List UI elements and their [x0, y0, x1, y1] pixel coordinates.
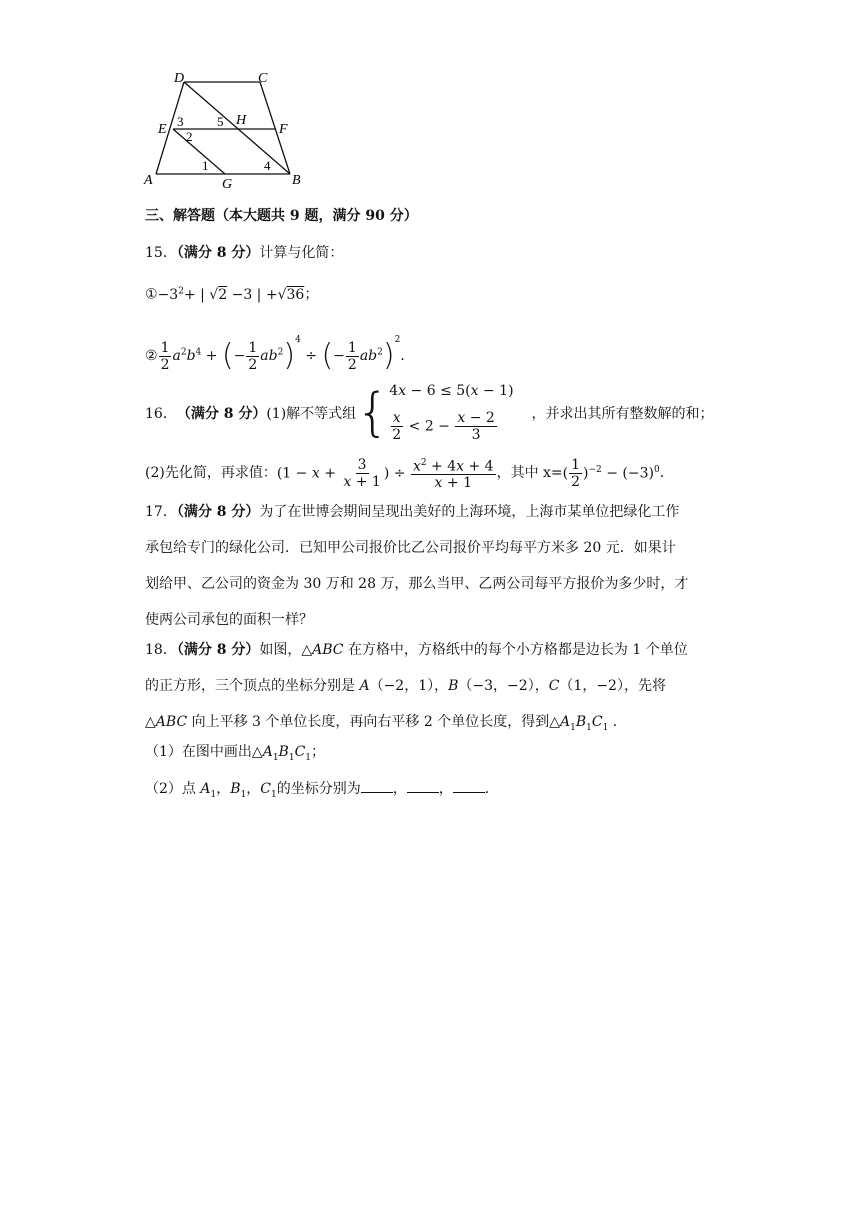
answer-blank-B1[interactable] [407, 778, 439, 793]
q16-part2-value: ( $\frac{1}{2}$ )$^{-2} - (-3)^0$ [562, 456, 660, 490]
trapezoid-figure [140, 66, 310, 194]
q18-number: 18． [145, 642, 177, 658]
q17-line3: 划给甲、乙公司的资金为 30 万和 28 万，那么当甲、乙两公司每平方报价为多少时，才 [145, 576, 689, 592]
q15-part1-mark: ① [145, 286, 158, 303]
q18-part2-text: （2）点 [145, 781, 196, 797]
q18-text2: 的正方形，三个顶点的坐标分别是 [145, 678, 355, 694]
q17-score: （满分 8 分） [176, 504, 260, 520]
q15-score: （满分 8 分） [176, 245, 260, 261]
q18-sep4: ， [438, 781, 453, 797]
q18-end: ． [484, 781, 499, 797]
point-B-label: B [292, 173, 301, 188]
answer-blank-A1[interactable] [361, 778, 393, 793]
angle-5-label: 5 [217, 114, 224, 129]
angle-2-label: 2 [186, 129, 193, 144]
q16-part2-mid: ，其中 x= [496, 465, 563, 481]
q15-part1-expr: $-3^2+$ | √2 −3 | +√36 [157, 286, 305, 303]
angle-1-label: 1 [202, 158, 209, 173]
q16-number: 16． [145, 406, 177, 422]
q16-part2 [145, 455, 674, 491]
answer-blank-C1[interactable] [453, 778, 485, 793]
q18-text3b: 向上平移 3 个单位长度，再向右平移 2 个单位长度，得到△ [191, 714, 560, 730]
angle-4-label: 4 [264, 158, 271, 173]
q15-heading [145, 243, 343, 263]
q18-part1-text: （1）在图中画出△ [145, 744, 263, 760]
q18-text3a: △ [145, 714, 156, 730]
q18-sep2: ， [246, 781, 261, 797]
q18-coordC: （1，−2），先将 [559, 678, 666, 694]
point-C-label: C [258, 71, 268, 86]
q18-line2: 的正方形，三个顶点的坐标分别是 A（−2，1），B（−3，−2），C（1，−2），先将 [145, 678, 666, 694]
q16-part1-lead: (1)解不等式组 [266, 406, 357, 422]
q18-part1: （1）在图中画出$\triangle A_1B_1C_1$； [145, 744, 326, 763]
q18-text1b: 在方格中，方格纸中的每个小方格都是边长为 1 个单位 [347, 642, 688, 658]
q16-part2-tail: ． [659, 465, 674, 481]
q16-part1-tail: ，并求出其所有整数解的和； [531, 406, 714, 422]
q17-line4: 使两公司承包的面积一样？ [145, 612, 313, 628]
q15-prompt: 计算与化简： [259, 245, 344, 261]
q16-ineq1: 4x − 6 ≤ 5(x − 1) [389, 383, 514, 399]
q18-sep3: ， [392, 781, 407, 797]
q18-line1: 18．（满分 8 分）如图，△ABC 在方格中，方格纸中的每个小方格都是边长为 1 个单位 [145, 642, 688, 658]
q18-coordB: （−3，−2）， [458, 678, 549, 694]
q18-text1a: 如图，△ [259, 642, 313, 658]
point-F-label: F [279, 122, 288, 137]
angle-3-label: 3 [177, 114, 184, 129]
q17-line2: 承包给专门的绿化公司．已知甲公司报价比乙公司报价平均每平方米多 20 元．如果计 [145, 540, 676, 556]
point-D-label: D [174, 71, 185, 86]
q18-part2: （2）点 $A_1$，$B_1$，$C_1$的坐标分别为 ， ， ． [145, 778, 499, 805]
q18-line3: △ABC 向上平移 3 个单位长度，再向右平移 2 个单位长度，得到$\triangle A_1B_1C_1$ ． [145, 714, 627, 733]
q16-part1 [145, 382, 714, 444]
q16-system-brace: { [356, 383, 390, 443]
q15-part2-tail: ． [400, 348, 415, 364]
q17-line1 [145, 502, 679, 522]
q15-part2-mark: ② [145, 348, 158, 364]
q16-part2-expr: (1 − x + $\frac{3}{x + 1}$ ) ÷ $\frac{x^2 + 4x + 4}{x + 1}$ [276, 456, 494, 492]
q17-number: 17． [145, 504, 177, 520]
q15-part2 [145, 330, 415, 373]
q16-score: （满分 8 分） [176, 406, 267, 422]
q18-part1-tail: ； [311, 744, 326, 760]
q17-text1: 为了在世博会期间呈现出美好的上海环境，上海市某单位把绿化工作 [259, 504, 680, 520]
q18-coordA: （−2，1）， [369, 678, 449, 694]
q18-part2-tail: 的坐标分别为 [276, 781, 361, 797]
section-title: 三、解答题（本大题共 9 题，满分 90 分） [145, 208, 418, 224]
q15-number: 15． [145, 245, 177, 261]
point-A-label: A [144, 173, 153, 188]
q15-part1 [145, 281, 318, 305]
point-G-label: G [222, 177, 233, 192]
point-H-label: H [236, 113, 247, 128]
q15-part1-tail: ； [304, 286, 319, 303]
q16-part2-lead: (2)先化简，再求值： [145, 465, 277, 481]
q18-score: （满分 8 分） [176, 642, 260, 658]
q16-ineq2: $\frac{x}{2}$ < 2 − $\frac{x - 2}{3}$ [392, 410, 495, 443]
q16-system [389, 383, 513, 443]
q18-sep1: ， [216, 781, 231, 797]
q15-part2-expr: $\frac{1}{2}$ $a^2b^4$ + (− $\frac{1}{2}$ $ab^2)^4$ ÷ (− $\frac{1}{2}$ $ab^2)^2$ [160, 335, 401, 373]
point-E-label: E [158, 122, 167, 137]
q18-text3-tail: ． [612, 714, 627, 730]
